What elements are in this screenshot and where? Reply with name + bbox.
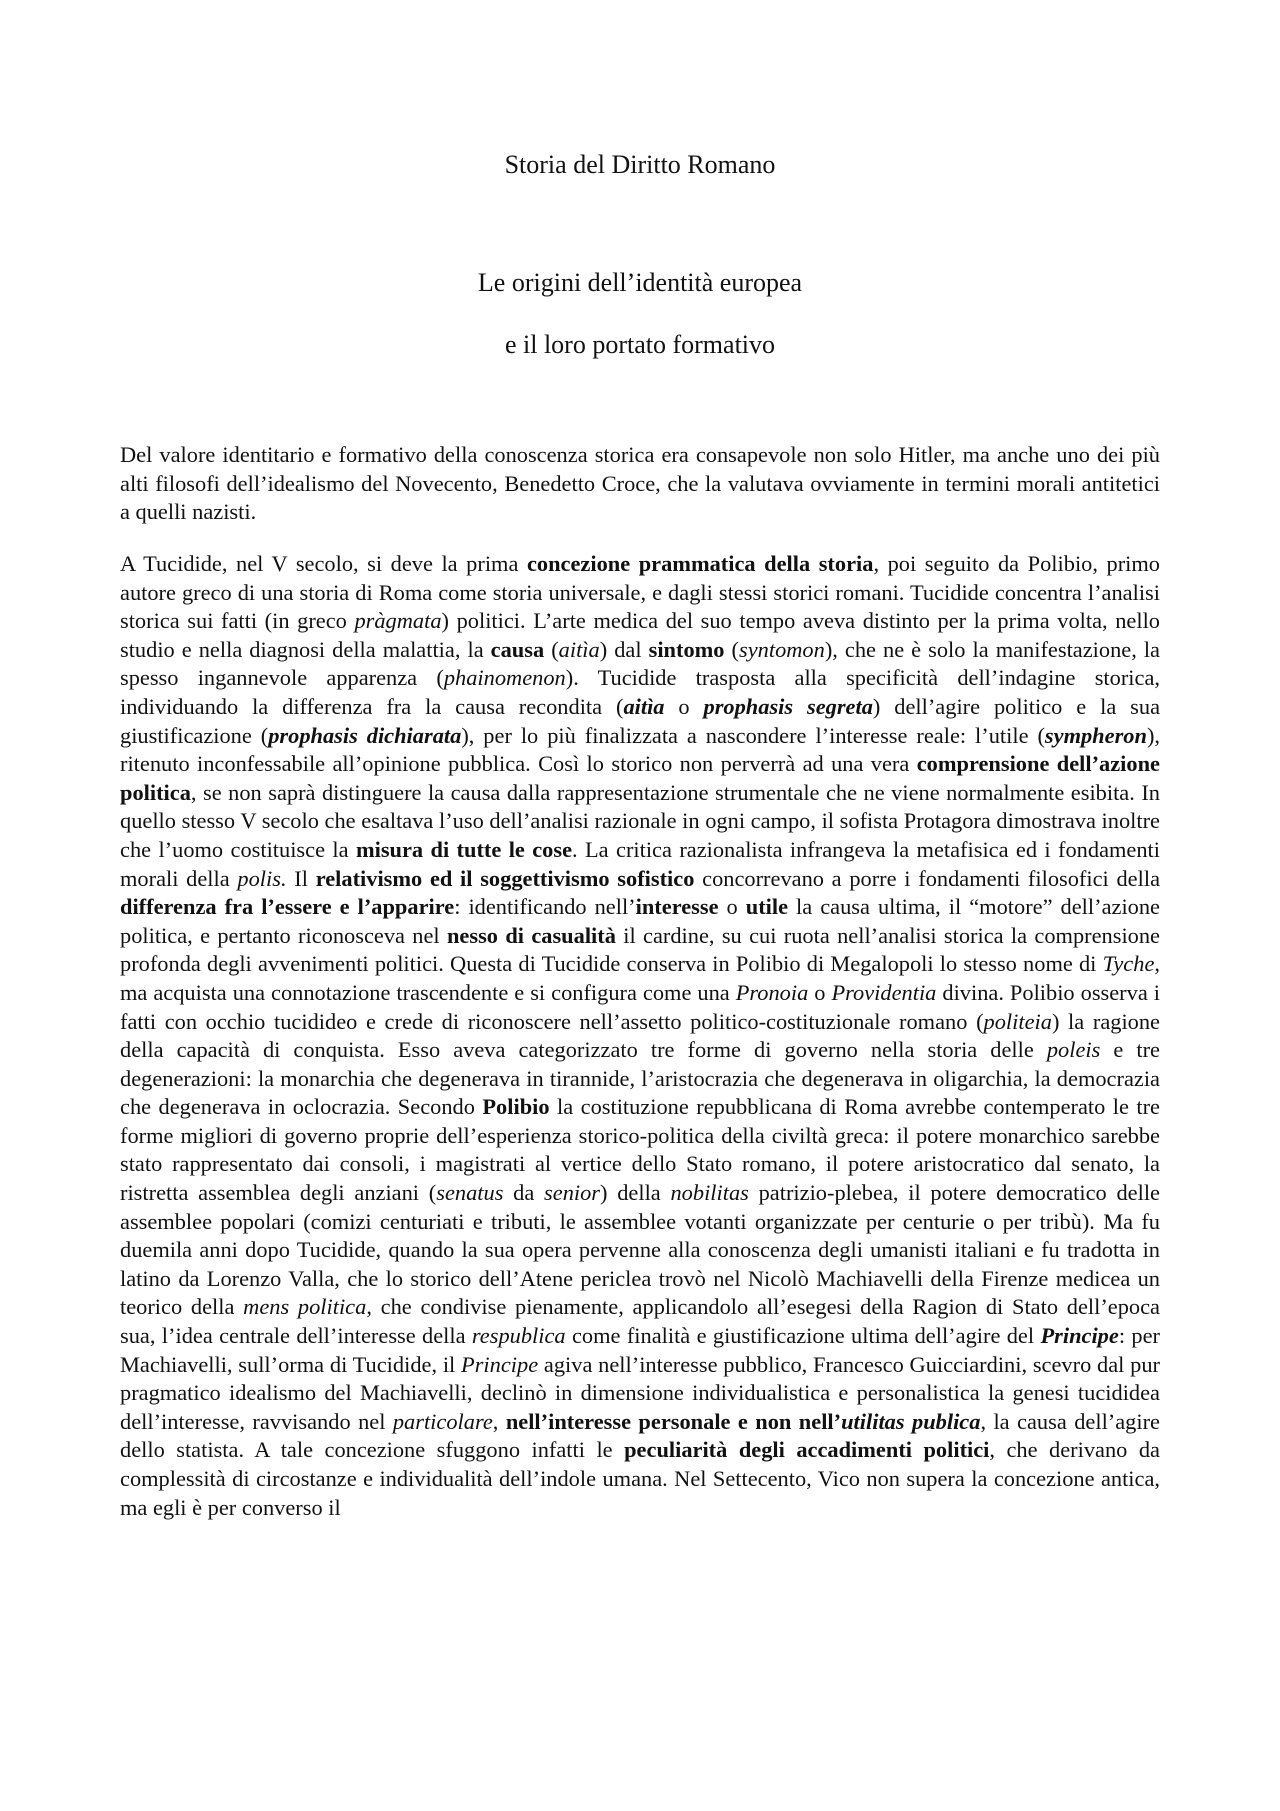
- italic-term: polis.: [237, 865, 287, 891]
- bold-term: differenza fra l’essere e l’apparire: [120, 894, 455, 920]
- italic-term: phainomenon: [443, 665, 566, 691]
- text-span: la causa ultima, il “motore” dell’azione politica, e pertanto riconosceva nel: [120, 894, 1160, 948]
- bold-term: nell’interesse personale e non nell’: [505, 1408, 842, 1434]
- document-subtitle-line-1: Le origini dell’identità europea: [477, 268, 803, 297]
- text-span: patrizio-plebea, il potere democratico delle assemblee popolari (comizi centuriati e tributi, le assemblee votanti organizzate per centurie o per tribù). Ma fu duemila anni dopo Tucidide, quando la sua opera pervenne alla conoscenza degli umanisti italiani e fu tradotta in latino da Lorenzo Valla, che lo storico dell’Atene periclea trovò nel Nicolò Machiavelli della Firenze medicea un teorico della: [120, 1180, 1160, 1320]
- text-span: ), per lo più finalizzata a nascondere l’interesse reale: l’utile (: [461, 722, 1045, 748]
- italic-term: senatus: [436, 1180, 504, 1206]
- italic-term: Pronoia: [735, 979, 809, 1005]
- text-span: ), che ne è solo la manifestazione, la spesso ingannevole apparenza (: [120, 636, 1160, 691]
- text-span: ) dell’agire politico e la sua giustificazione (: [120, 693, 1161, 748]
- italic-term: Principe: [1040, 1323, 1119, 1349]
- italic-term: aitìa: [623, 693, 665, 719]
- text-span: , ma acquista una connotazione trascendente e si configura come una: [120, 951, 1160, 1005]
- text-span: la costituzione repubblicana di Roma avrebbe contemperato le tre forme migliori di governo proprie dell’esperienza storico-politica della civiltà greca: il potere monarchico sarebbe stato rappresentato dai consoli, i magistrati al vertice dello Stato romano, il potere aristocratico dal senato, la ristretta assemblea degli anziani (: [120, 1094, 1160, 1206]
- text-span: A Tucidide, nel V secolo, si deve la prima: [120, 551, 527, 576]
- bold-term: relativismo ed il soggettivismo sofistico: [315, 865, 695, 891]
- text-span: ). Tucidide trasposta alla specificità dell’indagine storica, individuando la differenza fra la causa recondita (: [120, 665, 1160, 719]
- bold-italic-term: [1045, 723, 1147, 748]
- bold-term: nesso di casualità: [446, 922, 616, 948]
- paragraph-intro: Del valore identitario e formativo della conoscenza storica era consapevole non solo Hitler, ma anche uno dei più alti filosofi dell’idealismo del Novecento, Benedetto Croce, che la valutava ovviamente in termini morali antitetici a quelli nazisti.: [120, 442, 1160, 525]
- bold-term: utile: [745, 894, 789, 920]
- bold-term: comprensione dell’azione politica: [120, 751, 1160, 805]
- italic-term: syntomon: [739, 636, 825, 662]
- text-span: ) dal: [599, 636, 649, 662]
- text-span: da: [503, 1180, 545, 1206]
- text-span: , la causa dell’agire dello statista. A tale concezione sfuggono infatti le: [120, 1408, 1160, 1463]
- bold-italic-term: [704, 694, 873, 719]
- text-span: ) della: [600, 1180, 671, 1206]
- text-span: , che condivise pienamente, applicandolo all’esegesi della Ragion di Stato dell’epoca sua, l’idea centrale dell’interesse della: [120, 1294, 1160, 1349]
- text-span: , poi seguito da Polibio, primo autore greco di una storia di Roma come storia universale, e dagli stessi storici romani. Tucidide concentra l’analisi storica sui fatti (in greco: [120, 551, 1160, 634]
- italic-term: utilitas publica: [841, 1408, 981, 1434]
- bold-italic-term: [841, 1409, 980, 1434]
- italic-term: nobilitas: [670, 1180, 749, 1206]
- bold-term: peculiarità degli accadimenti politici: [624, 1437, 990, 1463]
- text-span: . La critica razionalista infrangeva la metafisica ed i fondamenti morali della: [120, 836, 1160, 891]
- text-span: : identificando nell’: [454, 894, 636, 920]
- italic-term: sympheron: [1044, 722, 1147, 748]
- document-subtitle-line-2: e il loro portato formativo: [504, 330, 776, 359]
- italic-term: prophasis segreta: [703, 693, 873, 719]
- italic-term: Providentia: [831, 979, 937, 1005]
- bold-term: causa: [490, 636, 545, 662]
- italic-term: senior: [544, 1180, 601, 1206]
- text-span: (: [544, 636, 559, 662]
- bold-italic-term: [623, 694, 664, 719]
- italic-term: aitìa: [558, 636, 600, 662]
- text-span: , che derivano da complessità di circostanze e individualità dell’indole umana. Nel Settecento, Vico non supera la concezione antica, ma egli è per converso il: [120, 1437, 1160, 1520]
- italic-term: prophasis dichiarata: [268, 722, 462, 748]
- text-span: o: [808, 979, 832, 1005]
- bold-italic-term: [1040, 1323, 1118, 1348]
- italic-term: particolare: [392, 1408, 493, 1434]
- bold-term: misura di tutte le cose: [355, 836, 573, 862]
- bold-term: Polibio: [482, 1094, 550, 1120]
- text-span: o: [718, 894, 746, 920]
- text-span: concorrevano a porre i fondamenti filosofici della: [694, 865, 1161, 891]
- bold-term: sintomo: [648, 636, 725, 662]
- text-span: (: [724, 636, 739, 662]
- italic-term: poleis: [1046, 1037, 1101, 1063]
- text-span: ), ritenuto inconfessabile all’opinione pubblica. Così lo storico non perverrà ad una vera: [120, 722, 1160, 777]
- italic-term: mens politica: [243, 1294, 367, 1320]
- text-span: , se non saprà distinguere la causa dalla rappresentazione strumentale che ne viene normalmente esibita. In quello stesso V secolo che esaltava l’uso dell’analisi razionale in ogni campo, il sofista Protagora dimostrava inoltre che l’uomo costituisce la: [120, 779, 1160, 862]
- italic-term: pràgmata: [354, 608, 442, 634]
- italic-term: respublica: [471, 1323, 566, 1349]
- text-span: ) la ragione della capacità di conquista. Esso aveva categorizzato tre forme di governo nella storia delle: [120, 1008, 1160, 1063]
- document-title: Storia del Diritto Romano: [504, 150, 776, 179]
- text-span: come finalità e giustificazione ultima dell’agire del: [565, 1323, 1041, 1349]
- text-span: o: [664, 693, 704, 719]
- text-span: ) politici. L’arte medica del suo tempo aveva distinto per la prima volta, nello studio e nella diagnosi della malattia, la: [120, 608, 1160, 662]
- italic-term: politeia: [983, 1008, 1052, 1034]
- paragraph-main: [120, 550, 1160, 1522]
- text-span: : per Machiavelli, sull’orma di Tucidide, il: [120, 1323, 1160, 1377]
- text-span: agiva nell’interesse pubblico, Francesco Guicciardini, scevro dal pur pragmatico idealismo del Machiavelli, declinò in dimensione individualistica e personalistica la genesi tucididea dell’interesse, ravvisando nel: [120, 1351, 1160, 1434]
- text-span: ,: [492, 1408, 506, 1434]
- italic-term: Tyche: [1102, 951, 1155, 977]
- bold-term: concezione prammatica della storia: [526, 551, 874, 576]
- bold-italic-term: [268, 723, 461, 748]
- text-span: il cardine, su cui ruota nell’analisi storica la comprensione profonda degli avvenimenti politici. Questa di Tucidide conserva in Polibio di Megalopoli lo stesso nome di: [120, 922, 1160, 977]
- text-span: divina. Polibio osserva i fatti con occhio tucidideo e crede di riconoscere nell’assetto politico-costituzionale romano (: [120, 979, 1160, 1034]
- bold-term: interesse: [635, 894, 719, 920]
- text-span: e tre degenerazioni: la monarchia che degenerava in tirannide, l’aristocrazia che degenerava in oligarchia, la democrazia che degenerava in oclocrazia. Secondo: [120, 1037, 1160, 1120]
- text-span: Il: [286, 865, 316, 891]
- italic-term: Principe: [461, 1351, 539, 1377]
